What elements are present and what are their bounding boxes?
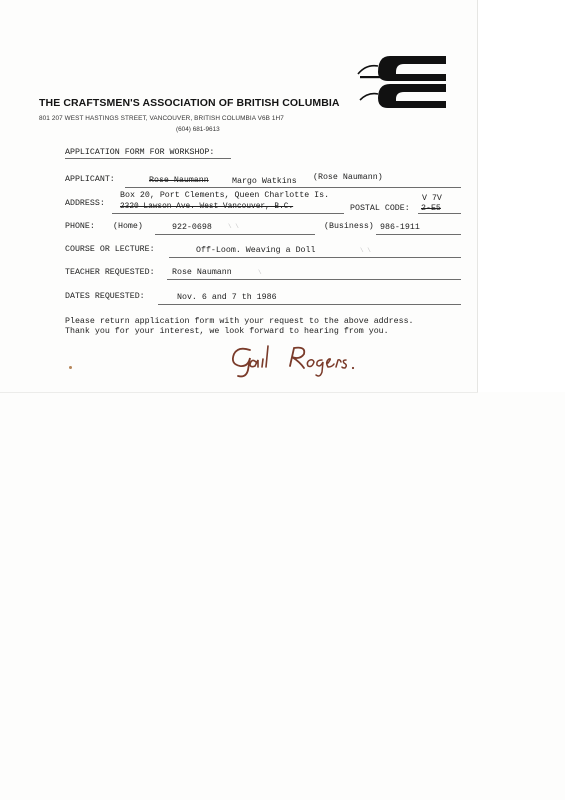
paper-bottom-edge bbox=[0, 392, 478, 393]
phone-home-line bbox=[155, 234, 315, 235]
teacher-value: Rose Naumann bbox=[172, 268, 232, 277]
postal-code-crossed: 2-E5 bbox=[421, 204, 441, 213]
paper-edge bbox=[477, 0, 565, 392]
organization-address: 801 207 WEST HASTINGS STREET, VANCOUVER, BRITISH COLUMBIA V6B 1H7 bbox=[39, 115, 284, 122]
phone-home-label: (Home) bbox=[113, 222, 143, 231]
address-crossed-out: 2320 Lawson Ave. West Vancouver, B.C. bbox=[120, 203, 294, 211]
dates-label: DATES REQUESTED: bbox=[65, 292, 145, 301]
handwritten-signature bbox=[228, 340, 368, 380]
applicant-label: APPLICANT: bbox=[65, 175, 115, 184]
ink-mark bbox=[69, 366, 72, 369]
teacher-line bbox=[167, 279, 461, 280]
closing-line-1: Please return application form with your request to the above address. bbox=[65, 317, 414, 326]
course-line bbox=[169, 257, 461, 258]
document-page: THE CRAFTSMEN'S ASSOCIATION OF BRITISH COLUMBIA 801 207 WEST HASTINGS STREET, VANCOUVER, BRITISH COLUMBIA V6B 1H7 (604) 681-9613 APPLICATION FORM FOR WORKSHOP: APPLICANT: Rose Naumann Margo Watkins (Rose Naumann) Box 20, Port Clements, Queen Charlotte Is. ADDRESS: 2320 Lawson Ave. West Vancouver, B.C. V 7V POSTAL CODE: 2-E5 PHONE: (Home) 922-0698 (Business) 986-1911 \ \ COURSE OR LECTURE: Off-Loom. Weaving a Doll \ \ TEACHER REQUESTED: Rose Naumann \ DATES REQUESTED: Nov. 6 and 7 th 1986 Please return application form with your request to the above address. Thank you for your interest, we look forward to hearing from you. bbox=[0, 0, 565, 800]
dates-value: Nov. 6 and 7 th 1986 bbox=[177, 293, 277, 302]
postal-code-label: POSTAL CODE: bbox=[350, 204, 410, 213]
applicant-line bbox=[125, 187, 461, 188]
form-title: APPLICATION FORM FOR WORKSHOP: bbox=[65, 148, 215, 157]
teacher-label: TEACHER REQUESTED: bbox=[65, 268, 155, 277]
address-line bbox=[112, 213, 344, 214]
organization-name: THE CRAFTSMEN'S ASSOCIATION OF BRITISH COLUMBIA bbox=[39, 97, 340, 109]
applicant-crossed-out: Rose Naumann bbox=[149, 176, 209, 185]
course-label: COURSE OR LECTURE: bbox=[65, 245, 155, 254]
address-label: ADDRESS: bbox=[65, 199, 105, 208]
postal-code-line bbox=[418, 213, 461, 214]
applicant-value: Margo Watkins bbox=[232, 177, 297, 186]
phone-business-label: (Business) bbox=[324, 222, 374, 231]
organization-phone: (604) 681-9613 bbox=[176, 126, 220, 133]
applicant-note: (Rose Naumann) bbox=[313, 173, 383, 182]
association-logo-icon bbox=[356, 52, 450, 112]
course-value: Off-Loom. Weaving a Doll bbox=[196, 246, 316, 255]
phone-label: PHONE: bbox=[65, 222, 95, 231]
address-value: Box 20, Port Clements, Queen Charlotte Is. bbox=[120, 191, 330, 200]
phone-business-value: 986-1911 bbox=[380, 223, 420, 232]
dates-line bbox=[158, 304, 461, 305]
postal-code-value: V 7V bbox=[422, 194, 442, 203]
closing-line-2: Thank you for your interest, we look forward to hearing from you. bbox=[65, 327, 389, 336]
form-title-underline bbox=[65, 158, 231, 159]
phone-home-value: 922-0698 bbox=[172, 223, 212, 232]
phone-business-line bbox=[376, 234, 461, 235]
